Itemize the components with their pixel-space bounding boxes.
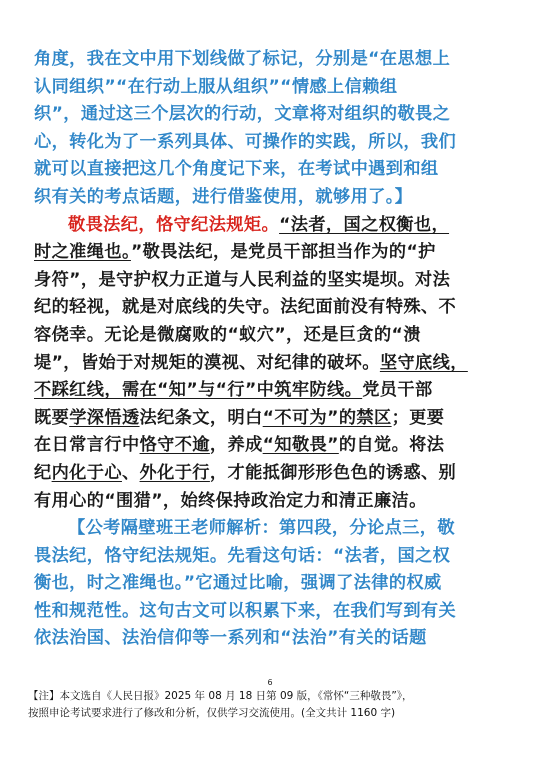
footnote-line: 【注】本文选自《人民日报》2025 年 08 月 18 日第 09 版，《常怀“三种敬畏”》，	[28, 690, 413, 702]
analysis-text-line: 角度，我在文中用下划线做了标记，分别是“在思想上	[34, 49, 451, 69]
footnote-line: 按照申论考试要求进行了修改和分析，仅供学习交流使用。(全文共计 1160 字)	[28, 707, 396, 719]
paragraph-four-line	[34, 405, 508, 433]
underlined-phrase: 内化于心	[51, 462, 122, 483]
underlined-quote: “法者，国之权衡也，	[279, 214, 450, 235]
underlined-phrase: 外化于行	[139, 462, 210, 483]
paragraph-four-line	[34, 432, 508, 460]
analysis-text-line: 依法治国、法治信仰等一系列和“法治”有关的话题	[34, 628, 427, 649]
body-text: 堤”，皆始于对规矩的漠视、对纪律的破坏。	[34, 352, 380, 373]
underlined-quote: 时之准绳也。	[34, 242, 131, 263]
underlined-phrase: 恪守不逾	[139, 435, 210, 456]
analysis-text-line: 就可以直接把这几个角度记下来，在考试中遇到和组	[34, 159, 439, 180]
body-text: 纪	[34, 462, 52, 483]
article-body	[34, 46, 508, 653]
paragraph-four-line: 纪的轻视，就是对底线的失守。法纪面前没有特殊、不	[34, 297, 457, 318]
body-text: 党员干部	[362, 380, 433, 401]
body-text: ，养成	[209, 435, 263, 456]
subheading-red: 敬畏法纪，恪守纪法规矩。	[68, 214, 280, 235]
underlined-phrase: 学深悟透	[69, 407, 140, 428]
underlined-phrase: “知敬畏”	[262, 435, 339, 456]
analysis-text-line: 心，转化为了一系列具体、可操作的实践，所以，我们	[34, 131, 457, 152]
underlined-phrase: 坚守底线，	[379, 352, 468, 373]
page-number: 6	[267, 678, 273, 687]
analysis-text-line: 性和规范性。这句古文可以积累下来，在我们写到有关	[34, 600, 457, 621]
paragraph-four-line	[34, 377, 508, 405]
body-text: 的自觉。将法	[338, 435, 445, 456]
body-text: ，才能抵御形形色色的诱惑、别	[209, 462, 457, 483]
body-text: 、	[121, 462, 140, 483]
paragraph-four-line	[34, 239, 508, 267]
analysis-text-line: 织”，通过这三个层次的行动，文章将对组织的敬畏之	[34, 104, 451, 125]
paragraph-four-line: 有用心的“围猎”，始终保持政治定力和清正廉洁。	[34, 490, 427, 511]
body-text: ”敬畏法纪，是党员干部担当作为的“护	[130, 242, 436, 263]
paragraph-four-line: 身符”，是守护权力正道与人民利益的坚实堤坝。对法	[34, 269, 451, 290]
body-text: 法纪条文，明白	[139, 407, 263, 428]
body-text: 在日常言行中	[34, 435, 140, 456]
analysis-text-line: 畏法纪，恪守纪法规矩。先看这句话：“法者，国之权	[34, 545, 451, 566]
analysis-text-line: 织有关的考点话题，进行借鉴使用，就够用了。】	[34, 186, 413, 207]
paragraph-four-line	[34, 460, 508, 488]
underlined-phrase: 不踩红线，需在“知”与“行”中筑牢防线。	[34, 380, 363, 401]
footnote	[28, 688, 518, 722]
underlined-phrase: “不可为”的禁区	[262, 407, 392, 428]
paragraph-four-line: 容侥幸。无论是微腐败的“蚁穴”，还是巨贪的“溃	[34, 324, 421, 345]
analysis-text-line: 认同组织”“在行动上服从组织”“情感上信赖组	[34, 76, 398, 97]
analysis-text-line: 【公考隔壁班王老师解析：第四段，分论点三，敬	[68, 518, 455, 539]
body-text: ；更要	[391, 407, 445, 428]
paragraph-four-line	[34, 350, 508, 378]
paragraph-four-line	[34, 212, 508, 240]
analysis-text-line: 衡也，时之准绳也。”它通过比喻，强调了法律的权威	[34, 573, 442, 594]
body-text: 既要	[34, 407, 70, 428]
